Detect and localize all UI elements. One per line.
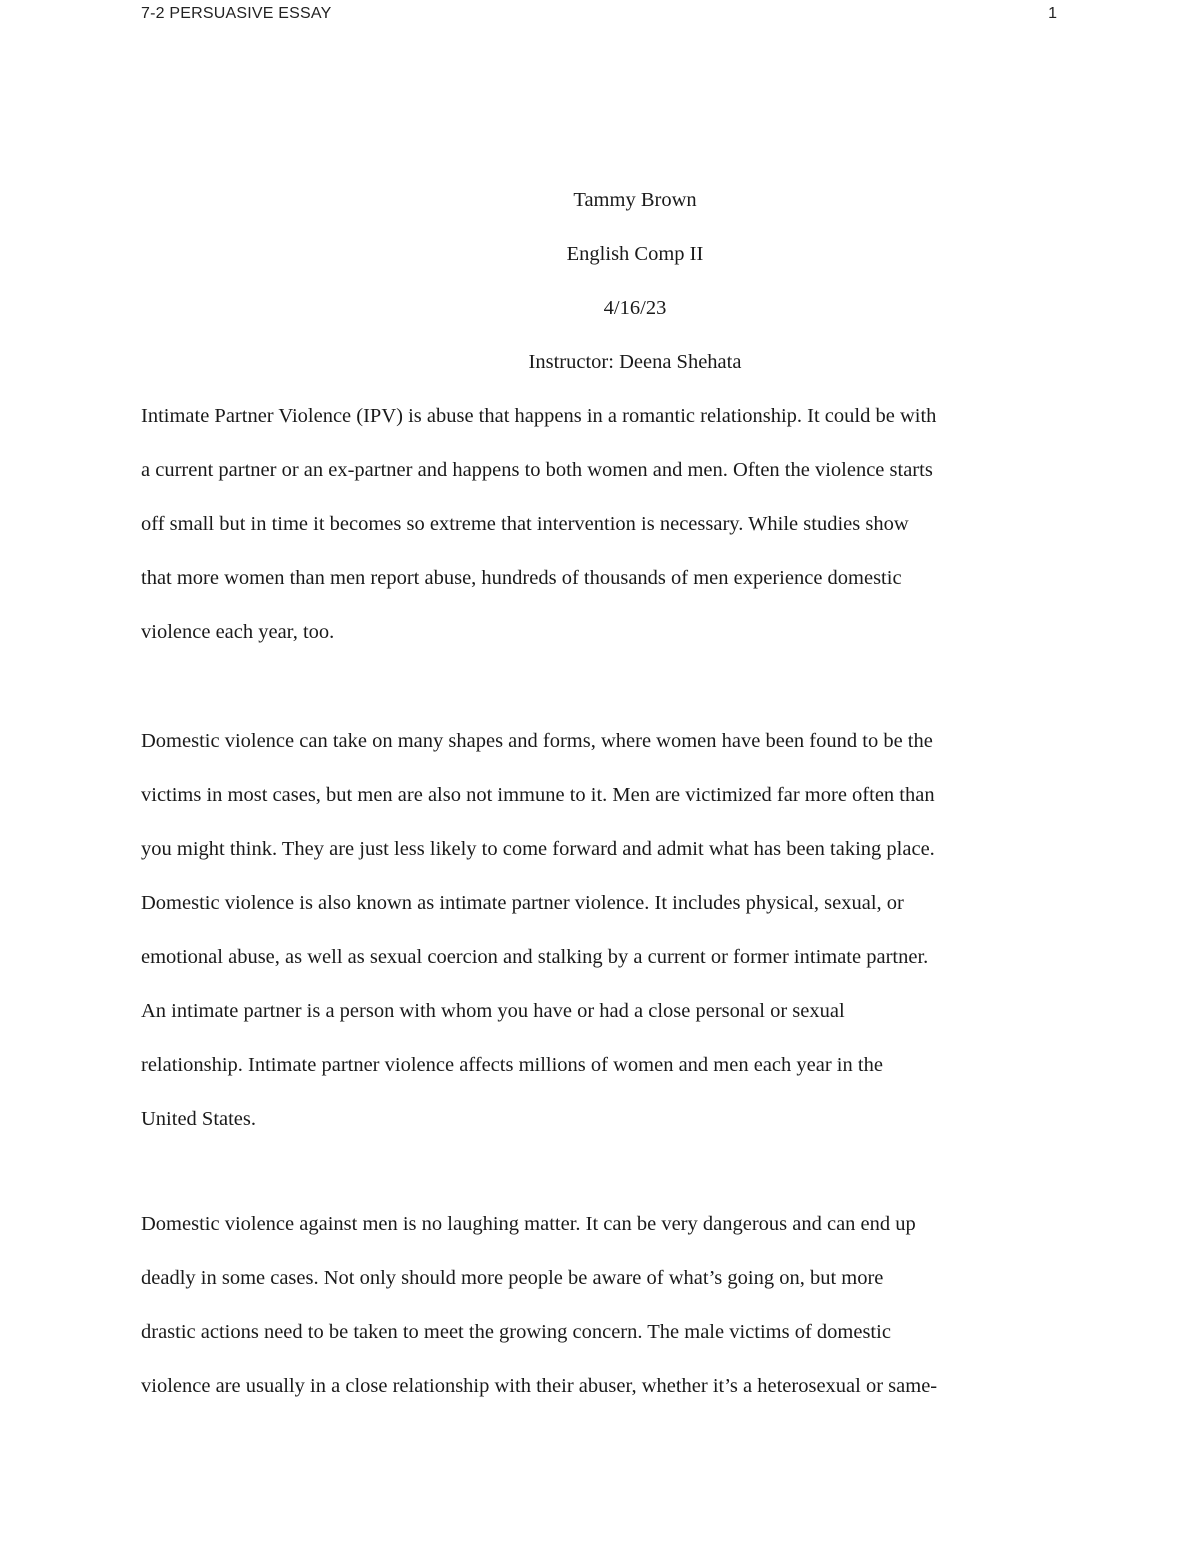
running-head: 7-2 PERSUASIVE ESSAY: [141, 5, 332, 22]
paragraph-line: drastic actions need to be taken to meet the growing concern. The male victims of domestic: [141, 1321, 891, 1343]
paragraph-line: off small but in time it becomes so extreme that intervention is necessary. While studies show: [141, 513, 909, 535]
paragraph-line: violence each year, too.: [141, 621, 335, 643]
paragraph-1: [141, 398, 1066, 668]
page-number: 1: [1048, 5, 1057, 22]
paragraph-2: [141, 723, 1066, 1155]
paragraph-line: deadly in some cases. Not only should more people be aware of what’s going on, but more: [141, 1267, 884, 1289]
paragraph-line: Domestic violence can take on many shapes and forms, where women have been found to be the: [141, 730, 933, 752]
paragraph-line: Intimate Partner Violence (IPV) is abuse that happens in a romantic relationship. It could be with: [141, 405, 937, 427]
paragraph-line: victims in most cases, but men are also not immune to it. Men are victimized far more often than: [141, 784, 935, 806]
paragraph-line: emotional abuse, as well as sexual coercion and stalking by a current or former intimate partner.: [141, 946, 929, 968]
paragraph-line: violence are usually in a close relationship with their abuser, whether it’s a heterosexual or same-: [141, 1375, 938, 1397]
paragraph-line: you might think. They are just less likely to come forward and admit what has been taking place.: [141, 838, 935, 860]
essay-date: 4/16/23: [603, 297, 667, 319]
paragraph-line: Domestic violence against men is no laughing matter. It can be very dangerous and can end up: [141, 1213, 916, 1235]
paragraph-line: relationship. Intimate partner violence affects millions of women and men each year in the: [141, 1054, 883, 1076]
paragraph-3: [141, 1206, 1066, 1422]
paragraph-line: a current partner or an ex-partner and happens to both women and men. Often the violence starts: [141, 459, 933, 481]
title-block: [0, 182, 1200, 398]
instructor-name: Instructor: Deena Shehata: [528, 351, 742, 373]
paragraph-line: An intimate partner is a person with whom you have or had a close personal or sexual: [141, 1000, 845, 1022]
paragraph-line: that more women than men report abuse, hundreds of thousands of men experience domestic: [141, 567, 902, 589]
course-name: English Comp II: [566, 243, 704, 265]
author-name: Tammy Brown: [573, 189, 697, 211]
paragraph-line: United States.: [141, 1108, 257, 1130]
paragraph-line: Domestic violence is also known as intimate partner violence. It includes physical, sexual, or: [141, 892, 904, 914]
